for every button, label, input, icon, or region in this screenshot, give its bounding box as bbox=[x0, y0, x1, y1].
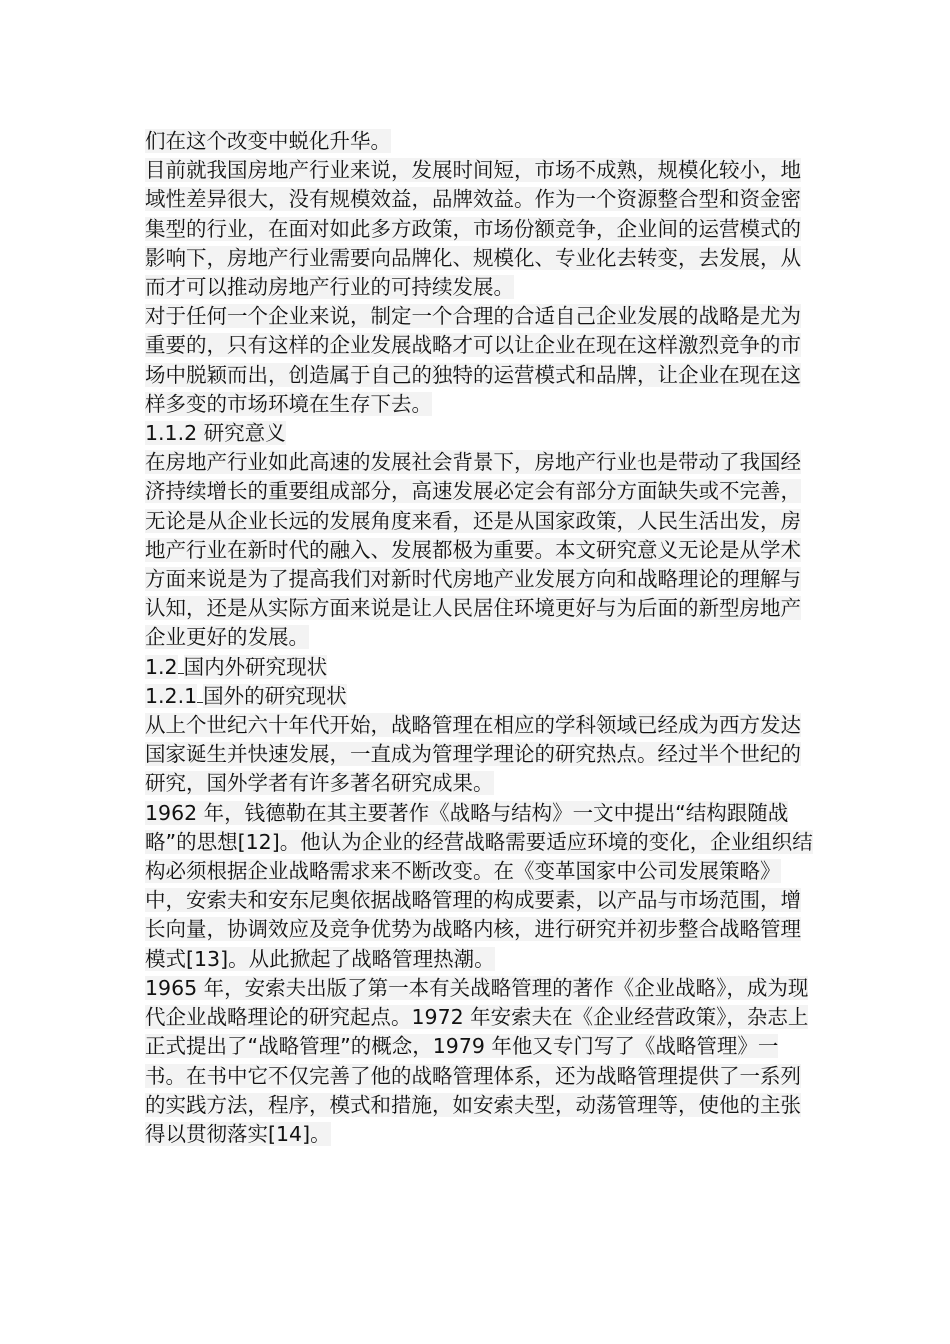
paragraph-1962: 1962 年，钱德勒在其主要著作《战略与结构》一文中提出“结构跟随战略”的思想[12]。他认为企业的经营战略需要适应环境的变化，企业组织结构必须根据企业战略需求来不断改变。在《变革国家中公司发展策略》中，安索夫和安东尼奥依据战略管理的构成要素，以产品与市场范围，增长向量，协调效应及竞争优势为战略内核，进行研究并初步整合战略管理模式[13]。从此掀起了战略管理热潮。 bbox=[145, 800, 813, 971]
heading-1-2-text: 国内外研究现状 bbox=[183, 654, 328, 679]
paragraph-significance: 在房地产行业如此高速的发展社会背景下，房地产行业也是带动了我国经济持续增长的重要组成部分，高速发展必定会有部分方面缺失或不完善，无论是从企业长远的发展角度来看，还是从国家政策，人民生活出发，房地产行业在新时代的融入、发展都极为重要。本文研究意义无论是从学术方面来说是为了提高我们对新时代房地产业发展方向和战略理论的理解与认知，还是从实际方面来说是让人民居住环境更好与为后面的新型房地产企业更好的发展。 bbox=[145, 450, 801, 650]
paragraph-strategy: 对于任何一个企业来说，制定一个合理的合适自己企业发展的战略是尤为重要的，只有这样的企业发展战略才可以让企业在现在这样激烈竞争的市场中脱颖而出，创造属于自己的独特的运营模式和品牌，让企业在现在这样多变的市场环境在生存下去。 bbox=[145, 304, 801, 416]
paragraph-industry: 目前就我国房地产行业来说，发展时间短，市场不成熟，规模化较小，地域性差异很大，没有规模效益，品牌效益。作为一个资源整合型和资金密集型的行业，在面对如此多方政策，市场份额竞争，企业间的运营模式的影响下，房地产行业需要向品牌化、规模化、专业化去转变，去发展，从而才可以推动房地产行业的可持续发展。 bbox=[145, 158, 801, 300]
heading-1-1-2: 1.1.2 研究意义 bbox=[145, 421, 286, 446]
heading-underline-mark bbox=[178, 655, 184, 674]
heading-1-2-1-text: 国外的研究现状 bbox=[203, 683, 347, 708]
document-page bbox=[145, 127, 817, 1149]
paragraph-intro-tail: 们在这个改变中蜕化升华。 bbox=[145, 129, 391, 153]
paragraph-1965: 1965 年，安索夫出版了第一本有关战略管理的著作《企业战略》，成为现代企业战略理论的研究起点。1972 年安索夫在《企业经营政策》，杂志上正式提出了“战略管理”的概念，1979 年他又专门写了《战略管理》一书。在书中它不仅完善了他的战略管理体系，还为战略管理提供了一系列的实践方法，程序，模式和措施，如安索夫型，动荡管理等，使他的主张得以贯彻落实[14]。 bbox=[145, 975, 809, 1146]
paragraph-foreign: 从上个世纪六十年代开始，战略管理在相应的学科领域已经成为西方发达国家诞生并快速发展，一直成为管理学理论的研究热点。经过半个世纪的研究，国外学者有许多著名研究成果。 bbox=[145, 713, 801, 796]
heading-1-2-1 bbox=[145, 682, 817, 711]
heading-1-2-1-number: 1.2.1 bbox=[145, 683, 198, 708]
heading-1-2-number: 1.2 bbox=[145, 654, 178, 679]
heading-1-2 bbox=[145, 653, 817, 682]
